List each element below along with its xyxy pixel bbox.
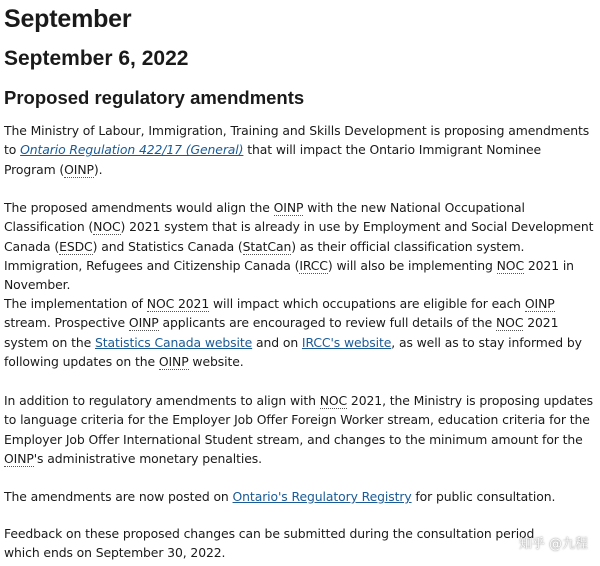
abbr-noc-2021: NOC 2021 (146, 296, 210, 311)
abbr-oinp: OINP (273, 200, 304, 215)
text: stream. Prospective (4, 315, 129, 331)
abbr-noc: NOC (319, 393, 348, 408)
paragraph-registry (4, 487, 596, 506)
paragraph-feedback (4, 524, 564, 563)
text: The implementation of (4, 296, 147, 311)
paragraph-additional-updates (4, 391, 596, 468)
abbr-noc: NOC (496, 315, 524, 331)
abbr-esdc: ESDC (59, 238, 93, 254)
paragraph-intro (4, 121, 596, 179)
text: 2021 in November. (4, 257, 574, 293)
abbr-oinp: OINP (64, 161, 94, 177)
abbr-oinp: OINP (128, 315, 159, 331)
text: , as well as to stay informed by following updates on the (4, 334, 582, 369)
abbr-oinp: OINP (524, 296, 555, 311)
text: website. (188, 353, 244, 369)
paragraph-implementation (4, 294, 596, 371)
ontario-regulation-link[interactable]: Ontario Regulation 422/17 (General) (20, 142, 244, 158)
text: ) 2021 system that is already in use by Employment and Social Development Canada ( (4, 219, 594, 254)
text: The amendments are now posted on (4, 489, 233, 504)
text: 2021, the Ministry is proposing updates to language criteria for the Employer Job Offer Foreign Worker stream, education criteria for the Employer Job Offer International Student stream, and changes to the minimum amount for the (4, 393, 594, 447)
text: that will impact the Ontario Immigrant Nominee Program ( (4, 142, 541, 177)
text: ). (93, 161, 103, 177)
paragraph-alignment (4, 198, 596, 294)
text: In addition to regulatory amendments to align with (4, 393, 320, 408)
watermark-logo: 知乎 @九程 (518, 537, 588, 552)
date-heading: September 6, 2022 (4, 47, 189, 70)
month-heading: September (4, 5, 132, 33)
text: applicants are encouraged to review full details of the (158, 315, 497, 331)
text: 's administrative monetary penalties. (33, 450, 262, 466)
abbr-ircc: IRCC (299, 257, 328, 273)
section-heading: Proposed regulatory amendments (4, 87, 305, 108)
abbr-oinp: OINP (4, 450, 34, 466)
abbr-noc: NOC (93, 219, 121, 235)
abbr-statcan: StatCan (242, 238, 292, 254)
text: will impact which occupations are eligible for each (209, 296, 525, 311)
regulatory-registry-link[interactable]: Ontario's Regulatory Registry (232, 489, 412, 504)
statistics-canada-link[interactable]: Statistics Canada website (94, 334, 253, 350)
abbr-noc: NOC (496, 257, 525, 273)
text: The proposed amendments would align the (4, 200, 274, 215)
text: 2021 system on the (4, 315, 559, 350)
text: ) as their official classification system. Immigration, Refugees and Citizenship Canada ( (4, 238, 525, 273)
text: The Ministry of Labour, Immigration, Training and Skills Development is proposing amendments to (4, 123, 590, 158)
text: ) and Statistics Canada ( (92, 238, 243, 254)
text: Feedback on these proposed changes can be submitted during the consultation period which ends on September 30, 2022. (4, 526, 535, 561)
text: and on (252, 334, 302, 350)
abbr-oinp: OINP (158, 353, 189, 369)
text: with the new National Occupational Classification ( (4, 200, 525, 235)
ircc-website-link[interactable]: IRCC's website (301, 334, 392, 350)
text: for public consultation. (411, 489, 556, 504)
text: ) will also be implementing (327, 257, 497, 273)
